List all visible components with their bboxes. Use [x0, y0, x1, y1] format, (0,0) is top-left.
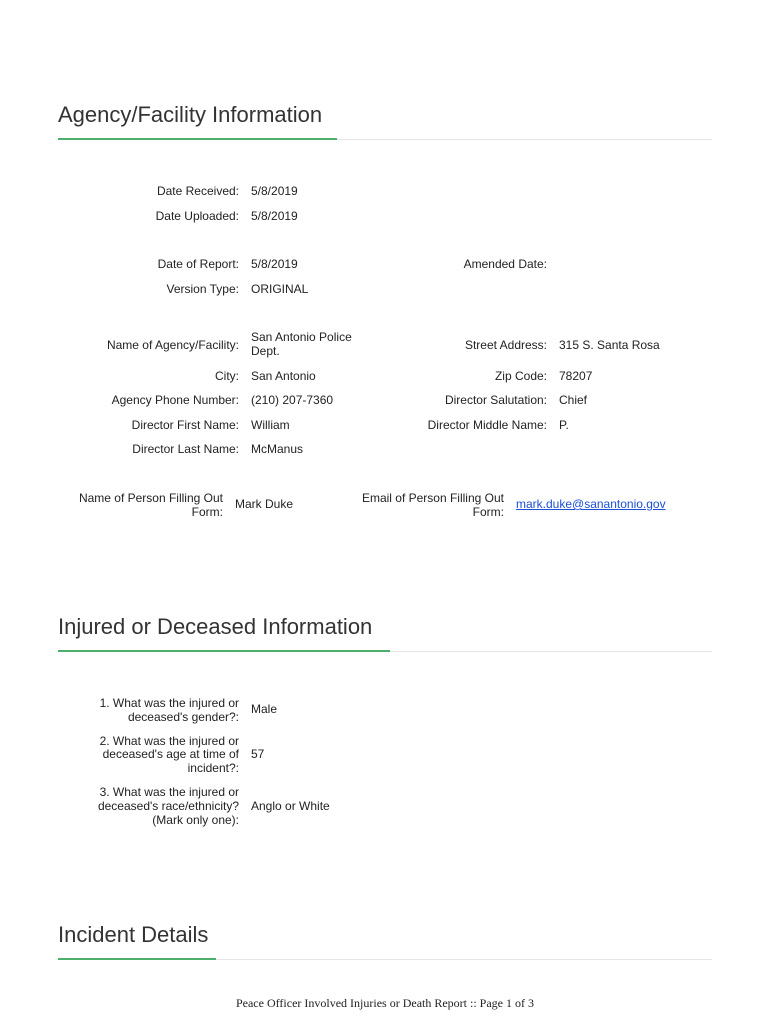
director-middle-name-label: Director Middle Name: — [427, 418, 547, 432]
answer-gender: Male — [251, 702, 278, 716]
zip-code-label: Zip Code: — [494, 369, 547, 383]
date-received-value: 5/8/2019 — [251, 184, 298, 198]
person-email-link[interactable]: mark.duke@sanantonio.gov — [516, 497, 666, 511]
version-type-label: Version Type: — [166, 282, 239, 296]
agency-phone-label: Agency Phone Number: — [111, 393, 239, 407]
agency-name-value-line2: Dept. — [251, 344, 280, 358]
director-salutation-value: Chief — [559, 393, 588, 407]
date-received-label: Date Received: — [156, 184, 239, 198]
director-first-name-value: William — [251, 418, 290, 432]
director-last-name-value: McManus — [251, 442, 304, 456]
question-race-line1: 3. What was the injured or — [99, 785, 239, 799]
city-value: San Antonio — [251, 369, 316, 383]
zip-code-value: 78207 — [559, 369, 593, 383]
date-uploaded-value: 5/8/2019 — [251, 209, 298, 223]
date-of-report-value: 5/8/2019 — [251, 257, 298, 271]
agency-name-label: Name of Agency/Facility: — [106, 338, 239, 352]
agency-section-title: Agency/Facility Information — [58, 102, 323, 127]
city-label: City: — [215, 369, 239, 383]
answer-race: Anglo or White — [251, 799, 330, 813]
question-age-line2: deceased's age at time of — [102, 747, 239, 761]
person-email-label-line2: Form: — [472, 505, 504, 519]
person-name-label-line2: Form: — [191, 505, 223, 519]
question-age-line1: 2. What was the injured or — [99, 734, 239, 748]
question-age-line3: incident?: — [187, 761, 239, 775]
injured-section-title: Injured or Deceased Information — [58, 614, 373, 639]
person-name-value: Mark Duke — [235, 497, 294, 511]
incident-section — [58, 924, 712, 964]
question-race-line2: deceased's race/ethnicity? — [97, 799, 239, 813]
version-type-value: ORIGINAL — [251, 282, 309, 296]
injured-section — [58, 616, 712, 656]
agency-phone-value: (210) 207-7360 — [251, 393, 334, 407]
amended-date-label: Amended Date: — [463, 257, 547, 271]
director-first-name-label: Director First Name: — [131, 418, 239, 432]
injured-section-accent — [58, 650, 390, 652]
page-footer: Peace Officer Involved Injuries or Death Report :: Page 1 of 3 — [235, 996, 534, 1010]
date-uploaded-label: Date Uploaded: — [155, 209, 239, 223]
date-of-report-label: Date of Report: — [157, 257, 239, 271]
agency-section-accent — [58, 138, 337, 140]
agency-name-value-line1: San Antonio Police — [251, 330, 352, 344]
director-salutation-label: Director Salutation: — [444, 393, 547, 407]
street-address-label: Street Address: — [464, 338, 547, 352]
person-name-label-line1: Name of Person Filling Out — [78, 491, 223, 505]
question-gender-line2: deceased's gender?: — [127, 710, 239, 724]
incident-section-title: Incident Details — [58, 922, 209, 947]
incident-section-accent — [58, 958, 216, 960]
director-middle-name-value: P. — [559, 418, 569, 432]
street-address-value: 315 S. Santa Rosa — [559, 338, 660, 352]
director-last-name-label: Director Last Name: — [132, 442, 239, 456]
agency-section — [58, 104, 712, 144]
person-email-label-line1: Email of Person Filling Out — [361, 491, 504, 505]
question-race-line3: (Mark only one): — [152, 813, 239, 827]
question-gender-line1: 1. What was the injured or — [99, 696, 239, 710]
answer-age: 57 — [251, 747, 265, 761]
